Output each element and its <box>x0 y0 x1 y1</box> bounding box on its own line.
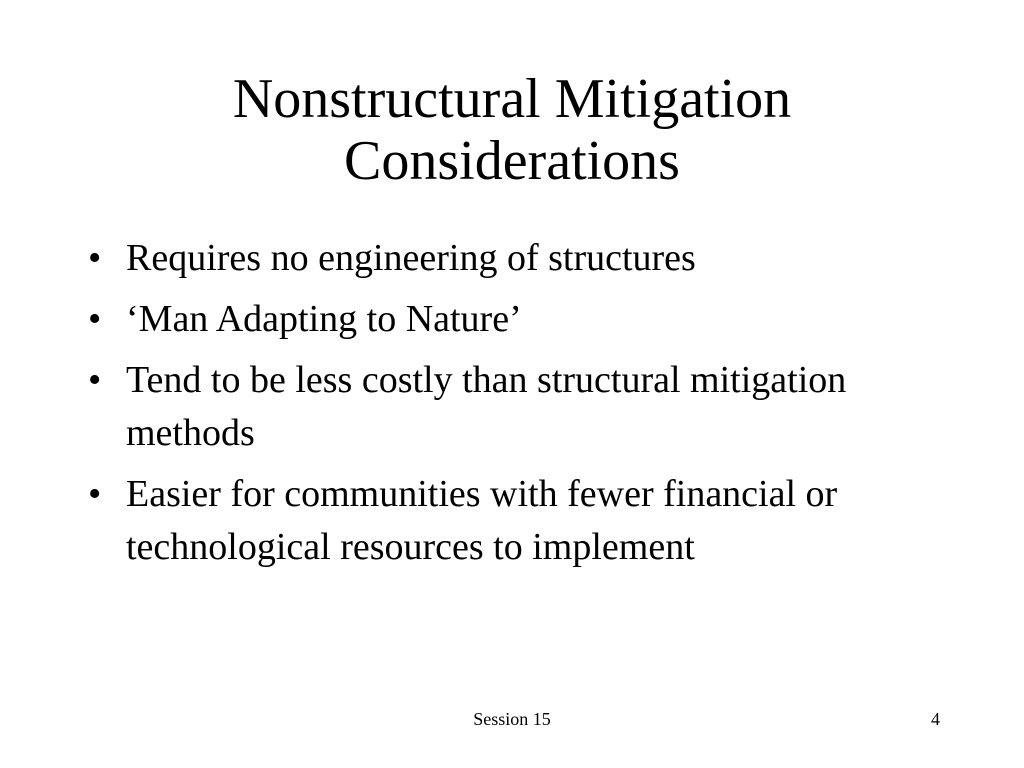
bullet-text-1: Requires no engineering of structures <box>126 237 696 279</box>
bullet-list <box>84 232 954 582</box>
bullet-item-4 <box>84 468 954 574</box>
bullet-marker: • <box>88 473 102 515</box>
footer-page-number: 4 <box>931 709 940 729</box>
bullet-text-4: Easier for communities with fewer financial or technological resources to implement <box>126 473 838 568</box>
bullet-text-3: Tend to be less costly than structural mitigation methods <box>126 359 847 454</box>
slide-title-line-1: Nonstructural Mitigation <box>232 68 792 130</box>
bullet-marker: • <box>88 237 102 279</box>
slide-title <box>100 68 924 192</box>
footer-session-label: Session 15 <box>473 709 551 729</box>
bullet-marker: • <box>88 298 102 340</box>
bullet-item-3 <box>84 354 954 460</box>
slide-title-line-2: Considerations <box>344 130 680 192</box>
bullet-item-1 <box>84 232 954 285</box>
bullet-text-2: ‘Man Adapting to Nature’ <box>126 298 522 340</box>
bullet-item-2 <box>84 293 954 346</box>
bullet-marker: • <box>88 359 102 401</box>
